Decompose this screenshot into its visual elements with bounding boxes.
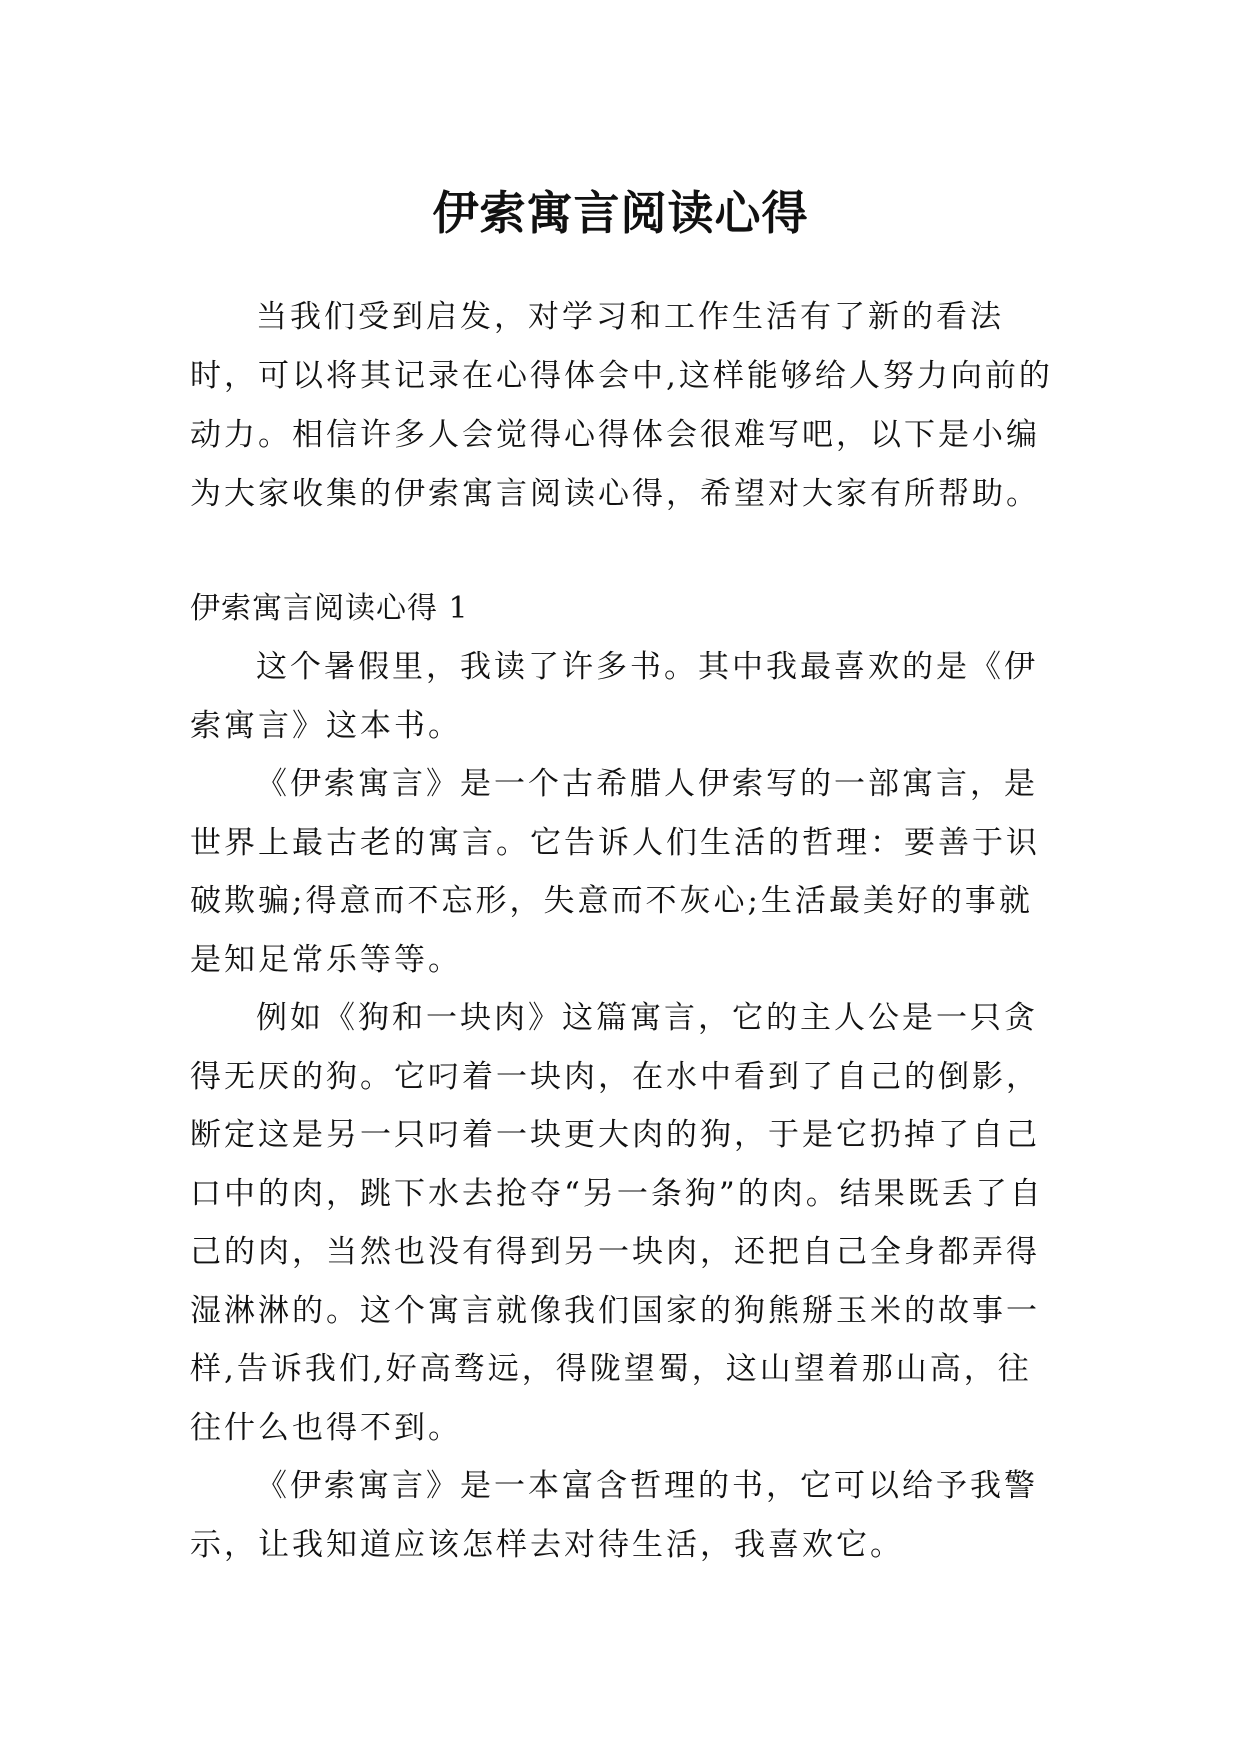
body-paragraph: 例如《狗和一块肉》这篇寓言，它的主人公是一只贪得无厌的狗。它叼着一块肉，在水中看到了自己的倒影，断定这是另一只叼着一块更大肉的狗，于是它扔掉了自己口中的肉，跳下水去抢夺“另一条狗”的肉。结果既丢了自己的肉，当然也没有得到另一块肉，还把自己全身都弄得湿淋淋的。这个寓言就像我们国家的狗熊掰玉米的故事一样,告诉我们,好高骛远，得陇望蜀，这山望着那山高，往往什么也得不到。 <box>190 1000 1044 1446</box>
body-paragraph: 《伊索寓言》是一本富含哲理的书，它可以给予我警示，让我知道应该怎样去对待生活，我喜欢它。 <box>190 1468 1038 1563</box>
document-title: 伊索寓言阅读心得 <box>432 185 809 240</box>
body-paragraph: 这个暑假里，我读了许多书。其中我最喜欢的是《伊索寓言》这本书。 <box>190 649 1038 744</box>
section-1 <box>190 580 1060 1574</box>
section-heading: 伊索寓言阅读心得 1 <box>190 591 469 626</box>
body-paragraph: 《伊索寓言》是一个古希腊人伊索写的一部寓言，是世界上最古老的寓言。它告诉人们生活的哲理：要善于识破欺骗;得意而不忘形，失意而不灰心;生活最美好的事就是知足常乐等等。 <box>190 766 1040 978</box>
intro-paragraph: 当我们受到启发，对学习和工作生活有了新的看法时，可以将其记录在心得体会中,这样能够给人努力向前的动力。相信许多人会觉得心得体会很难写吧，以下是小编为大家收集的伊索寓言阅读心得，希望对大家有所帮助。 <box>190 299 1053 512</box>
